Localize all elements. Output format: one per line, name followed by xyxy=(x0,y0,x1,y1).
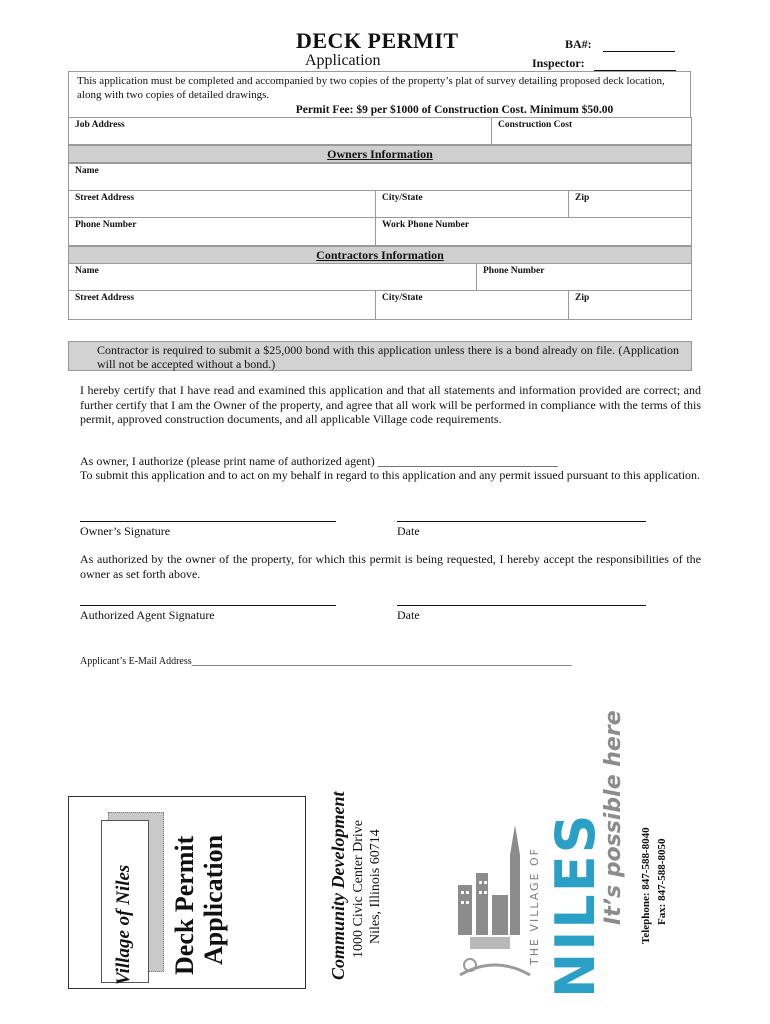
cover-title-line1: Deck Permit xyxy=(170,835,199,975)
bond-notice: Contractor is required to submit a $25,000 bond with this application unless there is a bond already on file. (Application will not be accepted without a bond.) xyxy=(68,341,692,371)
cover-village: Village of Niles xyxy=(113,864,134,985)
owner-date-line[interactable] xyxy=(397,521,646,539)
cover-city: Niles, Illinois 60714 xyxy=(368,829,383,944)
construction-cost-label: Construction Cost xyxy=(498,120,573,130)
owner-name-label: Name xyxy=(75,166,99,176)
agent-date-line[interactable] xyxy=(397,605,646,623)
construction-cost-field[interactable] xyxy=(491,117,692,145)
agent-accept-paragraph: As authorized by the owner of the property, for which this permit is being requested, I hereby accept the responsibilities of the owner as set forth above. xyxy=(80,552,701,581)
ba-number-field[interactable] xyxy=(565,37,675,52)
cover-fax: Fax: 847-588-8050 xyxy=(656,838,668,925)
job-address-field[interactable] xyxy=(68,117,492,145)
contractor-zip-label: Zip xyxy=(575,293,590,303)
owner-zip-label: Zip xyxy=(575,193,590,203)
contractors-heading: Contractors Information xyxy=(68,246,692,264)
permit-fee: Permit Fee: $9 per $1000 of Construction Cost. Minimum $50.00 xyxy=(295,104,614,116)
owner-city-field[interactable] xyxy=(375,190,569,218)
intro-text: This application must be completed and accompanied by two copies of the property’s plat of survey detailing proposed deck location, along with two copies of detailed drawings. xyxy=(77,75,665,101)
cover-title-line2: Application xyxy=(199,834,228,965)
page-title: DECK PERMIT xyxy=(296,28,459,53)
contractor-zip-field[interactable] xyxy=(568,290,692,320)
owner-name-field[interactable] xyxy=(68,163,692,191)
contractor-phone-field[interactable] xyxy=(476,263,692,291)
ba-input-line[interactable] xyxy=(603,51,675,52)
contractor-city-field[interactable] xyxy=(375,290,569,320)
owner-signature-line[interactable] xyxy=(80,521,336,539)
logo-village-of: THE VILLAGE OF xyxy=(528,846,541,965)
inspector-label: Inspector: xyxy=(532,56,585,70)
intro-box xyxy=(68,71,691,118)
contractor-city-label: City/State xyxy=(382,293,423,303)
owner-work-phone-field[interactable] xyxy=(375,217,692,246)
email-field[interactable]: Applicant’s E-Mail Address____________________________________________________________________________ xyxy=(80,656,572,667)
contractor-name-field[interactable] xyxy=(68,263,477,291)
job-address-label: Job Address xyxy=(75,120,125,130)
owner-work-phone-label: Work Phone Number xyxy=(382,220,470,230)
owner-phone-field[interactable] xyxy=(68,217,376,246)
owner-street-label: Street Address xyxy=(75,193,135,203)
cover-street: 1000 Civic Center Drive xyxy=(351,819,366,958)
ba-label: BA#: xyxy=(565,37,592,51)
certify-paragraph: I hereby certify that I have read and examined this application and that all statements and information provided are correct; and further certify that I am the Owner of the property, and agree that all work will be performed in compliance with the terms of this permit, approved construction documents, and all applicable Village code requirements. xyxy=(80,383,701,426)
owner-zip-field[interactable] xyxy=(568,190,692,218)
contractor-phone-label: Phone Number xyxy=(483,266,545,276)
owners-heading: Owners Information xyxy=(68,145,692,163)
contractor-street-field[interactable] xyxy=(68,290,376,320)
inspector-field[interactable] xyxy=(532,56,676,71)
logo-tagline: It’s possible here xyxy=(601,710,626,925)
contractor-name-label: Name xyxy=(75,266,99,276)
owner-signature-label: Owner’s Signature xyxy=(80,524,171,538)
authorize-line: As owner, I authorize (please print name of authorized agent) ______________________________ xyxy=(80,454,558,468)
owner-city-label: City/State xyxy=(382,193,423,203)
owner-date-label: Date xyxy=(397,524,420,538)
agent-signature-label: Authorized Agent Signature xyxy=(80,608,215,622)
agent-date-label: Date xyxy=(397,608,420,622)
cover-department: Community Development xyxy=(328,791,348,980)
authorize-paragraph: To submit this application and to act on my behalf in regard to this application and any permit issued pursuant to this application. xyxy=(80,468,701,482)
logo-niles: NILES xyxy=(544,812,607,998)
contractor-street-label: Street Address xyxy=(75,293,135,303)
owner-street-field[interactable] xyxy=(68,190,376,218)
owner-phone-label: Phone Number xyxy=(75,220,137,230)
page-subtitle: Application xyxy=(305,52,381,69)
agent-signature-line[interactable] xyxy=(80,605,336,623)
cover-telephone: Telephone: 847-588-8040 xyxy=(640,827,652,944)
